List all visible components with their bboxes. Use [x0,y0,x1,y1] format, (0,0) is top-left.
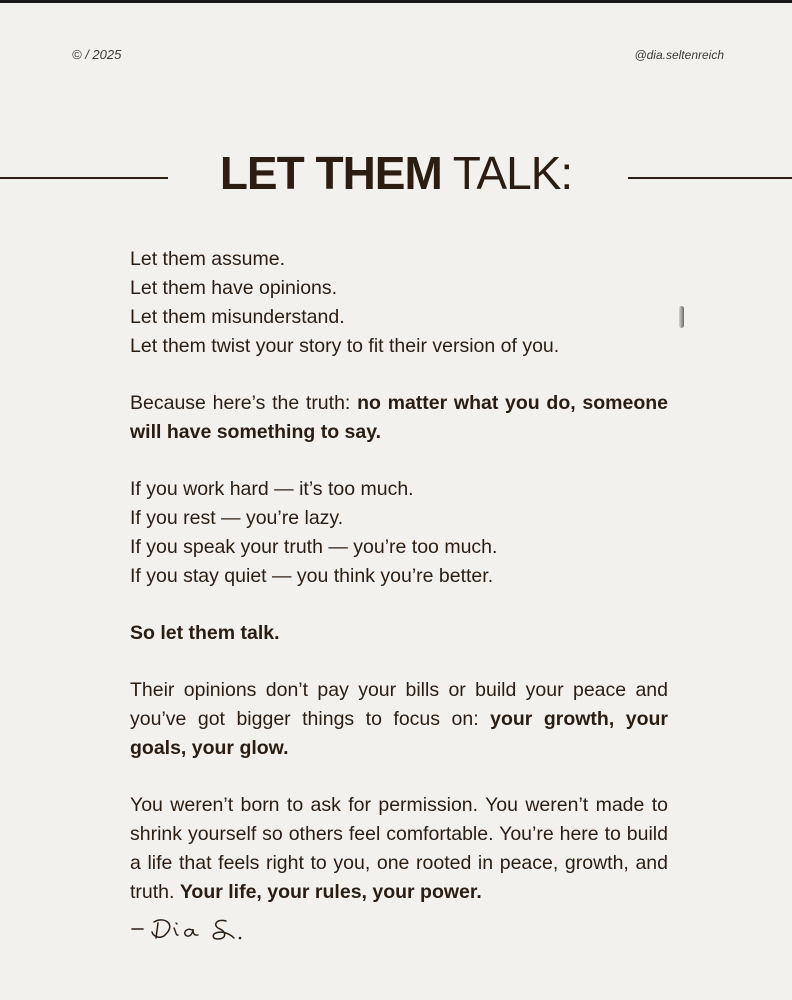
stanza-line: Let them twist your story to fit their version of you. [130,335,560,357]
paragraph-emphasis: your growth, your goals, your glow. [130,708,668,759]
paragraph-emphasis: no matter what you do, someone will have something to say. [130,392,668,443]
copyright-text: © / 2025 [72,47,122,62]
article-body [130,245,668,907]
let-them-talk-line [130,619,668,648]
stanza-line: If you rest — you’re lazy. [130,507,344,529]
paragraph-opinions [130,676,668,763]
paragraph-truth [130,389,668,447]
paragraph-lead: Their opinions don’t pay your bills or build your peace and you’ve got bigger things to focus on: [130,679,668,730]
top-border [0,0,792,3]
stanza-line: If you speak your truth — you’re too much. [130,536,498,558]
paragraph-emphasis: Your life, your rules, your power. [179,881,482,903]
title-bold-part: LET THEM [219,147,442,199]
paragraph-permission [130,791,668,907]
page-title [0,146,792,201]
scroll-indicator [679,306,684,328]
title-light-part: TALK: [452,147,573,199]
author-handle: @dia.seltenreich [634,48,724,62]
paragraph-lead: Because here’s the truth: [130,392,358,414]
stanza-line: If you work hard — it’s too much. [130,478,414,500]
stanza-line: Let them assume. [130,248,285,270]
paragraph-emphasis: So let them talk. [130,622,280,644]
stanza-let-them [130,245,668,361]
stanza-if-you [130,475,668,591]
stanza-line: Let them misunderstand. [130,306,345,328]
handwritten-signature [130,912,260,948]
paragraph-lead: You weren’t born to ask for permission. You weren’t made to shrink yourself so others feel comfortable. You’re here to build a life that feels right to you, one rooted in peace, growth, and truth. [130,794,668,903]
stanza-line: If you stay quiet — you think you’re better. [130,565,494,587]
stanza-line: Let them have opinions. [130,277,338,299]
